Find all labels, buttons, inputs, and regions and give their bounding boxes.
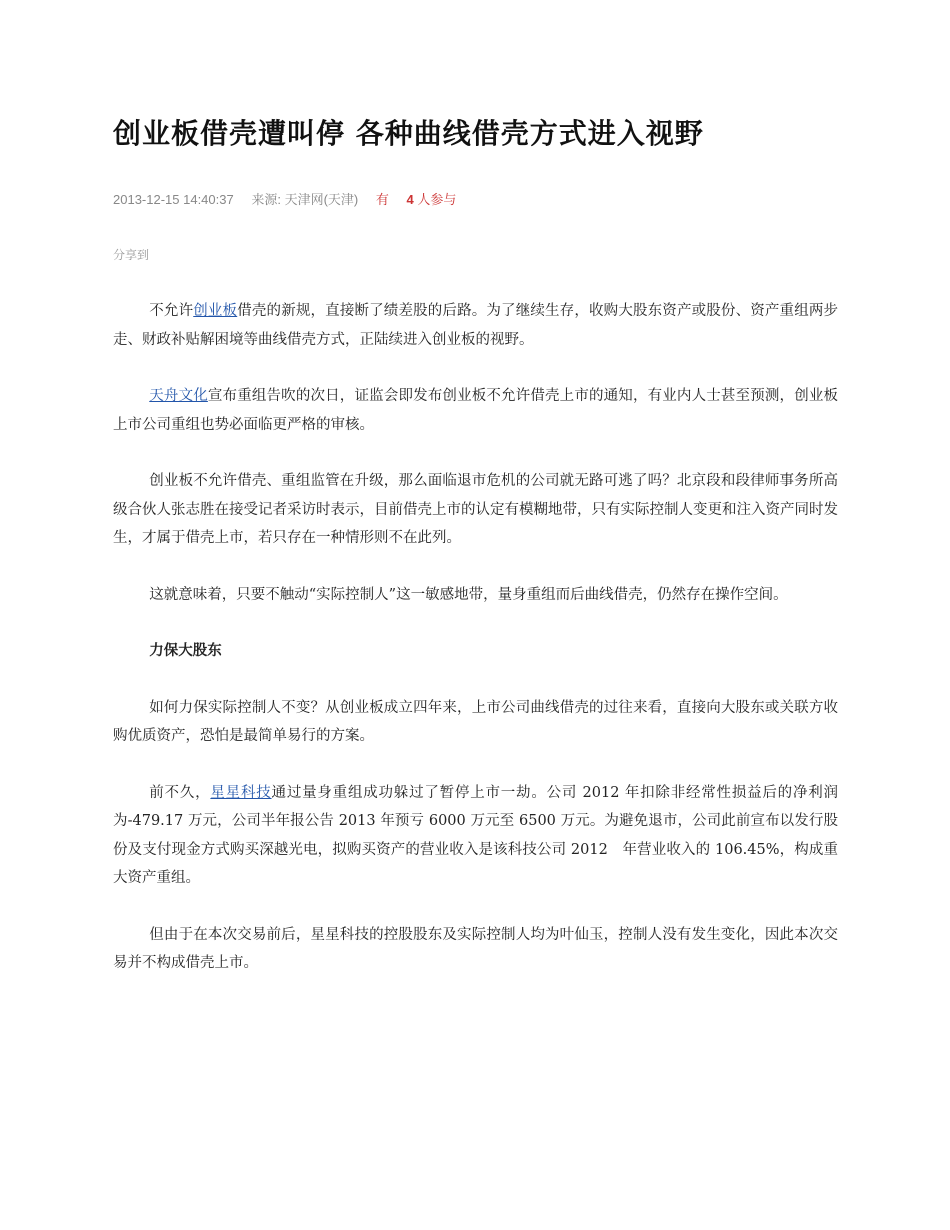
section-subheading: 力保大股东 [149, 643, 222, 659]
paragraph: 但由于在本次交易前后，星星科技的控股股东及实际控制人均为叶仙玉，控制人没有发生变化，因此本次交易并不构成借壳上市。 [113, 926, 838, 971]
paragraph-text: 借壳的新规，直接断了绩差股的后路。为了继续生存，收购大股东资产或股份、资产重组两步走、财政补贴解困境等曲线借壳方式，正陆续进入创业板的视野。 [113, 303, 839, 348]
paragraph [113, 297, 838, 354]
source-label: 来源: 天津网(天津) [251, 192, 359, 207]
paragraph-text: 通过量身重组成功躲过了暂停上市一劫。公司 2012 年扣除非经常性损益后的净利润为-479.17 万元，公司半年报公告 2013 年预亏 6000 万元至 6500 万元。为避免退市，公司此前宣布以发行股份及支付现金方式购买深越光电，拟购买资产的营业收入是该科技公司 2012 年营业收入的 106.45%，构成重大资产重组。 [113, 784, 839, 886]
paragraph: 如何力保实际控制人不变？从创业板成立四年来，上市公司曲线借壳的过往来看，直接向大股东或关联方收购优质资产，恐怕是最简单易行的方案。 [113, 699, 838, 744]
paragraph: 这就意味着，只要不触动“实际控制人”这一敏感地带，量身重组而后曲线借壳，仍然存在操作空间。 [149, 586, 788, 603]
article-title: 创业板借壳遭叫停 各种曲线借壳方式进入视野 [113, 117, 704, 150]
paragraph-text: 不允许 [149, 303, 194, 319]
participation-suffix: 人参与 [417, 192, 457, 207]
participant-count: 4 [406, 192, 414, 207]
stock-link-chuangyeban[interactable]: 创业板 [193, 303, 238, 319]
paragraph-text: 前不久， [149, 784, 211, 801]
paragraph-text: 宣布重组告吹的次日，证监会即发布创业板不允许借壳上市的通知，有业内人士甚至预测，创业板上市公司重组也势必面临更严格的审核。 [113, 388, 839, 433]
paragraph [113, 382, 838, 439]
article-body [113, 297, 838, 1006]
article-meta [113, 189, 484, 208]
participation-prefix: 有 [375, 192, 389, 207]
stock-link-xingxing[interactable]: 星星科技 [210, 784, 272, 801]
stock-link-tianzhou[interactable]: 天舟文化 [149, 388, 208, 404]
paragraph: 创业板不允许借壳、重组监管在升级，那么面临退市危机的公司就无路可逃了吗？北京段和段律师事务所高级合伙人张志胜在接受记者采访时表示，目前借壳上市的认定有模糊地带，只有实际控制人变更和注入资产同时发生，才属于借壳上市，若只存在一种情形则不在此列。 [113, 473, 838, 546]
participation-link[interactable] [376, 192, 471, 207]
paragraph [113, 779, 838, 893]
publish-timestamp: 2013-12-15 14:40:37 [113, 192, 234, 207]
share-label[interactable]: 分享到 [113, 248, 150, 262]
